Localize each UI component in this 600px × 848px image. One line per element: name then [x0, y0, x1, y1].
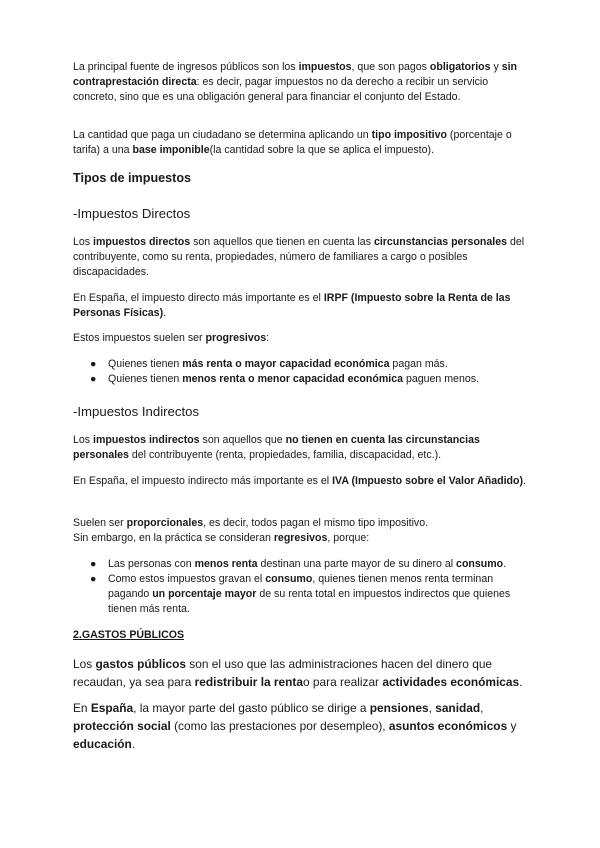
text-run: (la cantidad sobre la que se aplica el impuesto). — [209, 144, 434, 156]
text-run: . — [523, 475, 526, 487]
text-run: del contribuyente, como su renta, propiedades, número de familiares a cargo o posibles discapacidades. — [73, 236, 525, 278]
text-run: En España, el impuesto indirecto más importante es el — [73, 475, 333, 487]
text-run: destinan una parte mayor de su dinero al — [257, 558, 457, 570]
directos-paragraph-irpf — [73, 291, 533, 321]
bold-text-run: actividades económicas — [382, 675, 520, 689]
text-run: de su renta total en impuestos indirectos que quienes tienen más renta. — [108, 588, 511, 615]
text-run: Las personas con — [108, 558, 195, 570]
text-run: (porcentaje o tarifa) a una — [73, 129, 512, 156]
text-run: son aquellos que tienen en cuenta las — [190, 236, 374, 248]
text-run: , — [428, 701, 436, 715]
heading-tipos-de-impuestos: Tipos de impuestos — [73, 171, 192, 185]
bold-text-run: menos renta o menor capacidad económica — [182, 373, 403, 385]
text-run: , porque: — [327, 532, 370, 544]
text-run: son aquellos que — [199, 434, 286, 446]
text-run: , quienes tienen menos renta terminan pagando — [108, 573, 494, 600]
bold-text-run: menos renta — [194, 558, 258, 570]
bold-text-run: proporcionales — [126, 517, 204, 529]
intro-paragraph-ingresos — [73, 60, 533, 105]
text-run: : es decir, pagar impuestos no da derecho a recibir un servicio concreto, sino que es una obligación general para financiar el conjunto del Estado. — [73, 76, 489, 103]
bold-text-run: redistribuir la renta — [194, 675, 304, 689]
text-run: Los — [73, 236, 94, 248]
heading-impuestos-directos: -Impuestos Directos — [73, 206, 191, 221]
text-run: Estos impuestos suelen ser — [73, 332, 206, 344]
text-run: La principal fuente de ingresos públicos son los — [73, 61, 299, 73]
bold-text-run: impuestos indirectos — [93, 434, 200, 446]
bold-text-run: consumo — [265, 573, 313, 585]
text-run: Los — [73, 657, 96, 671]
directos-paragraph-progresivos — [73, 331, 533, 346]
text-run: . — [519, 675, 523, 689]
directos-bullet-list — [73, 357, 533, 387]
text-run: , — [480, 701, 484, 715]
indirectos-paragraph-definicion — [73, 433, 533, 463]
bold-text-run: más renta o mayor capacidad económica — [182, 358, 390, 370]
bold-text-run: educación — [73, 737, 132, 751]
bold-text-run: sanidad — [435, 701, 481, 715]
bold-text-run: asuntos económicos — [388, 719, 508, 733]
text-run: y — [490, 61, 502, 73]
bold-text-run: consumo — [456, 558, 504, 570]
text-run: Quienes tienen — [108, 373, 183, 385]
intro-paragraph-cantidad — [73, 128, 533, 158]
list-item — [73, 557, 533, 572]
bold-text-run: base imponible — [132, 144, 210, 156]
text-run: pagan más. — [389, 358, 448, 370]
bold-text-run: impuestos directos — [93, 236, 191, 248]
bullet-icon: ● — [90, 358, 97, 370]
text-run: , la mayor parte del gasto público se dirige a — [133, 701, 370, 715]
list-item — [73, 572, 533, 617]
bold-text-run: impuestos — [298, 61, 352, 73]
bold-text-run: circunstancias personales — [373, 236, 508, 248]
heading-gastos-publicos: 2.GASTOS PÚBLICOS — [73, 629, 185, 641]
bold-text-run: obligatorios — [429, 61, 491, 73]
text-run: Sin embargo, en la práctica se consideran — [73, 532, 274, 544]
indirectos-bullet-list — [73, 557, 533, 617]
gastos-paragraph-espana — [73, 699, 543, 753]
text-run: : — [266, 332, 270, 344]
list-item — [73, 357, 533, 372]
heading-impuestos-indirectos: -Impuestos Indirectos — [73, 404, 200, 419]
bold-text-run: un porcentaje mayor — [152, 588, 257, 600]
text-run: son el uso que las administraciones hacen del dinero que recaudan, ya sea para — [73, 657, 493, 689]
text-run: o para realizar — [303, 675, 383, 689]
text-run: . — [163, 307, 167, 319]
text-run: En — [73, 701, 91, 715]
bold-text-run: gastos públicos — [95, 657, 186, 671]
bold-text-run: sin contraprestación directa — [73, 61, 518, 88]
text-run: (como las prestaciones por desempleo), — [170, 719, 389, 733]
bold-text-run: IVA (Impuesto sobre el Valor Añadido) — [332, 475, 524, 487]
directos-paragraph-definicion — [73, 235, 533, 280]
text-run: . — [503, 558, 507, 570]
bold-text-run: no tienen en cuenta las circunstancias personales — [73, 434, 480, 461]
text-run: . — [131, 737, 136, 751]
bullet-icon: ● — [90, 573, 97, 585]
text-run: , es decir, todos pagan el mismo tipo impositivo. — [203, 517, 429, 529]
list-item — [73, 372, 533, 387]
bold-text-run: pensiones — [369, 701, 429, 715]
indirectos-paragraph-iva — [73, 474, 533, 489]
text-run: Suelen ser — [73, 517, 127, 529]
text-run: paguen menos. — [403, 373, 479, 385]
bold-text-run: regresivos — [273, 532, 328, 544]
text-run: Los — [73, 434, 94, 446]
bullet-icon: ● — [90, 373, 97, 385]
bold-text-run: progresivos — [205, 332, 267, 344]
text-run: Como estos impuestos gravan el — [108, 573, 266, 585]
text-run: Quienes tienen — [108, 358, 183, 370]
text-run: y — [507, 719, 517, 733]
text-run: La cantidad que paga un ciudadano se determina aplicando un — [73, 129, 372, 141]
indirectos-paragraph-proporcionales — [73, 516, 533, 546]
bold-text-run: España — [90, 701, 134, 715]
bullet-icon: ● — [90, 558, 97, 570]
text-run: del contribuyente (renta, propiedades, familia, discapacidad, etc.). — [128, 449, 442, 461]
bold-text-run: IRPF (Impuesto sobre la Renta de las Personas Físicas) — [73, 292, 511, 319]
bold-text-run: protección social — [73, 719, 171, 733]
gastos-paragraph-definicion — [73, 655, 543, 691]
bold-text-run: tipo impositivo — [371, 129, 447, 141]
text-run: En España, el impuesto directo más importante es el — [73, 292, 324, 304]
text-run: , que son pagos — [351, 61, 430, 73]
